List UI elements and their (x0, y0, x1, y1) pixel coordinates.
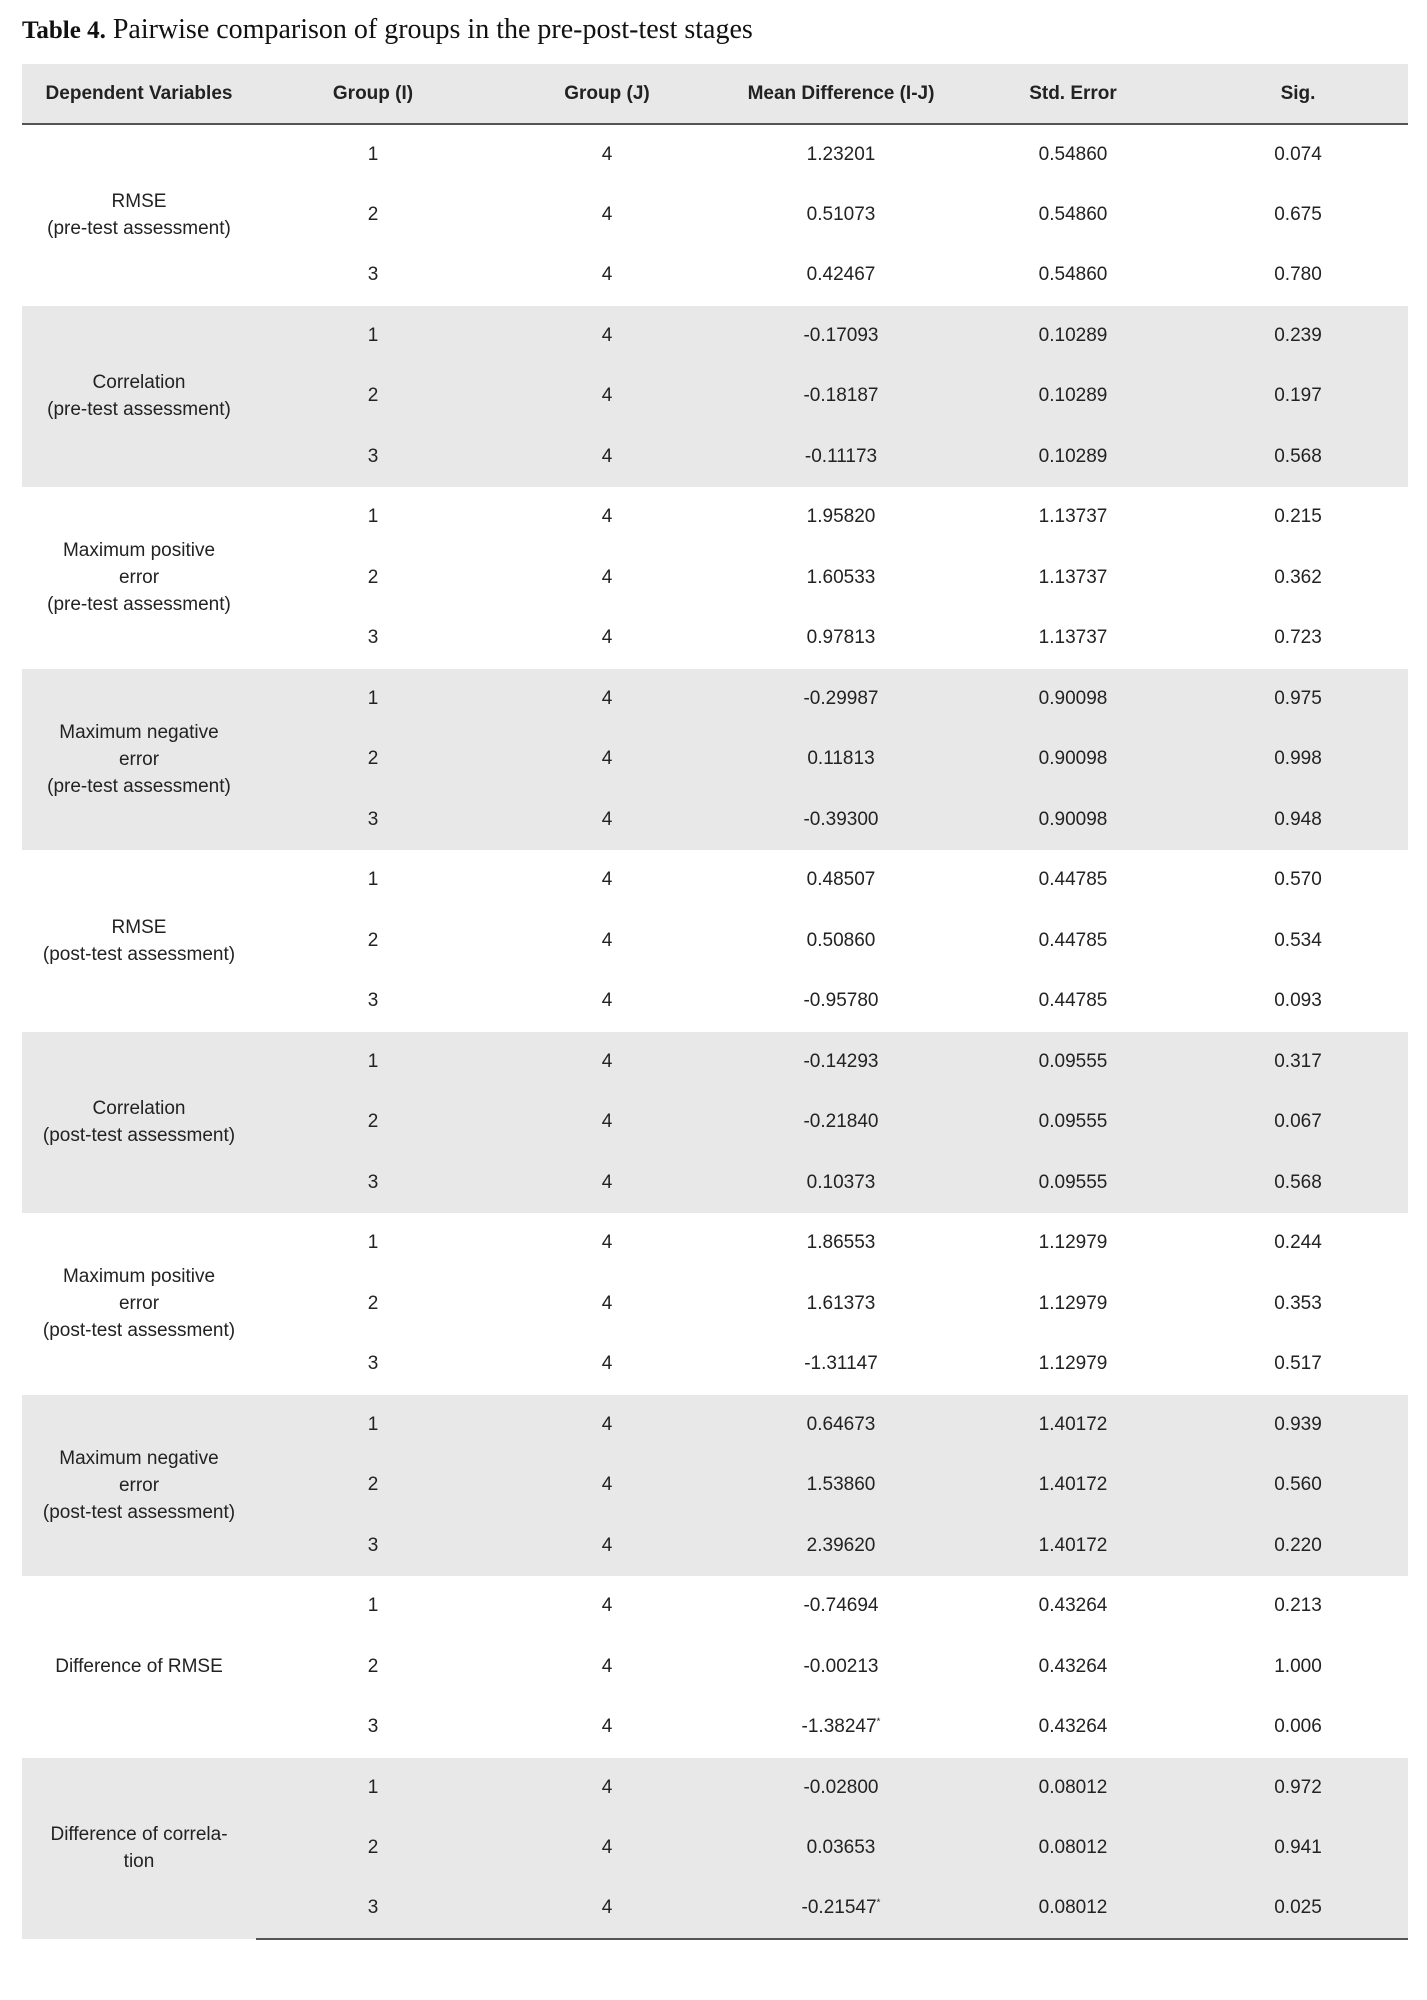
group-i-cell: 3 (256, 1516, 490, 1577)
group-i-cell: 3 (367, 264, 379, 286)
group-i-cell: 1 (367, 869, 379, 891)
dependent-variable-line: (pre-test assessment) (47, 775, 231, 797)
variable-block (22, 1758, 1408, 1940)
group-j-cell: 4 (490, 1092, 724, 1153)
variable-block (22, 306, 1408, 488)
mean-difference-cell (724, 1697, 958, 1758)
std-error-cell: 0.08012 (958, 1758, 1188, 1819)
mean-difference-value: 0.64673 (806, 1413, 876, 1435)
mean-difference-cell (724, 669, 958, 730)
group-j-cell: 4 (601, 1655, 613, 1677)
group-i-cell: 1 (256, 1758, 490, 1819)
dependent-variable-line: Correlation (92, 1098, 186, 1120)
std-error-cell: 1.40172 (958, 1516, 1188, 1577)
dependent-variable-line: (pre-test assessment) (47, 218, 231, 240)
std-error-cell: 0.44785 (1038, 869, 1108, 891)
mean-difference-cell (724, 1092, 958, 1153)
sig-cell: 0.568 (1188, 427, 1408, 488)
mean-difference-value: 1.86553 (806, 1232, 876, 1254)
std-error-cell: 1.12979 (1038, 1353, 1108, 1375)
std-error-cell: 0.08012 (958, 1879, 1188, 1940)
table-row (22, 306, 1408, 367)
group-i-cell: 2 (256, 729, 490, 790)
table-row (22, 1576, 1408, 1637)
std-error-cell: 0.90098 (958, 729, 1188, 790)
header-dependent-variables: Dependent Variables (22, 64, 256, 124)
mean-difference-cell (724, 1637, 958, 1698)
group-j-cell: 4 (490, 427, 724, 488)
mean-difference-cell (724, 1274, 958, 1335)
group-i-cell: 2 (367, 1292, 379, 1314)
table-caption (22, 14, 753, 46)
std-error-cell: 0.08012 (958, 1818, 1188, 1879)
sig-cell: 0.197 (1188, 366, 1408, 427)
sig-cell: 0.675 (1274, 203, 1322, 225)
group-j-cell: 4 (601, 566, 613, 588)
mean-difference-value: -0.74694 (803, 1595, 879, 1617)
sig-cell: 0.780 (1274, 264, 1322, 286)
group-i-cell: 2 (256, 1818, 490, 1879)
group-i-cell: 3 (256, 1153, 490, 1214)
dependent-variable-line: (post-test assessment) (42, 1501, 236, 1523)
mean-difference-cell (724, 1879, 958, 1940)
mean-difference-cell (724, 427, 958, 488)
mean-difference-value: 1.95820 (806, 506, 876, 528)
group-i-cell: 1 (256, 306, 490, 367)
dependent-variable-cell (22, 487, 256, 669)
group-j-cell: 4 (601, 929, 613, 951)
mean-difference-cell (724, 124, 958, 185)
mean-difference-value: -0.39300 (803, 808, 879, 830)
mean-difference-value: 2.39620 (806, 1534, 876, 1556)
group-j-cell: 4 (490, 1455, 724, 1516)
dependent-variable-cell (22, 669, 256, 851)
variable-block (22, 1032, 1408, 1214)
group-j-cell: 4 (601, 1595, 613, 1617)
group-j-cell: 4 (601, 1353, 613, 1375)
header-std-error: Std. Error (958, 64, 1188, 124)
std-error-cell: 1.40172 (958, 1395, 1188, 1456)
group-j-cell: 4 (490, 1032, 724, 1093)
dependent-variable-line: error (118, 567, 160, 589)
sig-cell: 0.317 (1188, 1032, 1408, 1093)
group-i-cell: 3 (367, 990, 379, 1012)
mean-difference-value: 1.61373 (806, 1292, 876, 1314)
mean-difference-cell (724, 790, 958, 851)
mean-difference-cell (724, 1395, 958, 1456)
sig-cell: 0.067 (1188, 1092, 1408, 1153)
std-error-cell: 0.44785 (1038, 990, 1108, 1012)
dependent-variable-line: RMSE (111, 191, 167, 213)
mean-difference-cell (724, 1576, 958, 1637)
mean-difference-cell (724, 366, 958, 427)
group-j-cell: 4 (601, 869, 613, 891)
std-error-cell: 1.12979 (1038, 1232, 1108, 1254)
mean-difference-cell (724, 306, 958, 367)
std-error-cell: 1.40172 (958, 1455, 1188, 1516)
table-row (22, 850, 1408, 911)
significance-marker: * (876, 1716, 881, 1728)
table-row (22, 1213, 1408, 1274)
sig-cell: 0.975 (1188, 669, 1408, 730)
mean-difference-value: -0.21840 (803, 1111, 879, 1133)
mean-difference-value: 0.42467 (806, 264, 876, 286)
sig-cell: 0.353 (1274, 1292, 1322, 1314)
group-j-cell: 4 (490, 1879, 724, 1940)
mean-difference-value: -0.11173 (804, 445, 878, 467)
significance-marker: * (876, 1897, 881, 1909)
group-j-cell: 4 (490, 1153, 724, 1214)
sig-cell: 0.215 (1274, 506, 1322, 528)
mean-difference-value: -0.29987 (803, 687, 879, 709)
group-j-cell: 4 (490, 1818, 724, 1879)
std-error-cell: 0.43264 (1038, 1716, 1108, 1738)
sig-cell: 0.220 (1188, 1516, 1408, 1577)
sig-cell: 0.025 (1188, 1879, 1408, 1940)
sig-cell: 0.939 (1188, 1395, 1408, 1456)
header-row (22, 64, 1408, 124)
group-i-cell: 1 (367, 143, 379, 165)
table-label: Table 4. (22, 17, 106, 44)
sig-cell: 0.074 (1274, 143, 1322, 165)
sig-cell: 0.560 (1188, 1455, 1408, 1516)
table-row (22, 1758, 1408, 1819)
variable-block (22, 124, 1408, 306)
group-j-cell: 4 (490, 790, 724, 851)
table-row (22, 1032, 1408, 1093)
group-i-cell: 1 (367, 506, 379, 528)
group-i-cell: 2 (367, 566, 379, 588)
group-j-cell: 4 (601, 143, 613, 165)
mean-difference-cell (724, 1032, 958, 1093)
dependent-variable-line: error (118, 748, 160, 770)
dependent-variable-line: (post-test assessment) (42, 1320, 236, 1342)
dependent-variable-line: error (118, 1293, 160, 1315)
std-error-cell: 0.10289 (958, 366, 1188, 427)
dependent-variable-line: Maximum positive (62, 540, 216, 562)
header-sig: Sig. (1188, 64, 1408, 124)
group-i-cell: 3 (367, 627, 379, 649)
mean-difference-value: 0.03653 (806, 1837, 876, 1859)
mean-difference-value: 1.60533 (806, 566, 876, 588)
dependent-variable-cell (22, 1213, 256, 1395)
dependent-variable-line: RMSE (111, 916, 167, 938)
mean-difference-cell (724, 608, 958, 669)
mean-difference-value: -1.31147 (804, 1353, 878, 1375)
sig-cell: 0.534 (1274, 929, 1322, 951)
std-error-cell: 0.90098 (958, 790, 1188, 851)
mean-difference-cell (724, 1818, 958, 1879)
group-j-cell: 4 (601, 1292, 613, 1314)
table-title: Pairwise comparison of groups in the pre-post-test stages (112, 14, 753, 45)
std-error-cell: 1.13737 (1038, 566, 1108, 588)
dependent-variable-line: (post-test assessment) (42, 943, 236, 965)
dependent-variable-cell (22, 850, 256, 1032)
std-error-cell: 0.90098 (958, 669, 1188, 730)
header-mean-difference: Mean Difference (I-J) (724, 64, 958, 124)
group-j-cell: 4 (490, 1516, 724, 1577)
sig-cell: 0.213 (1274, 1595, 1322, 1617)
dependent-variable-cell (22, 1576, 256, 1758)
std-error-cell: 0.54860 (1038, 143, 1108, 165)
mean-difference-cell (724, 911, 958, 972)
group-i-cell: 3 (256, 790, 490, 851)
group-i-cell: 1 (256, 1395, 490, 1456)
mean-difference-value: -0.00213 (803, 1655, 879, 1677)
dependent-variable-line: error (118, 1474, 160, 1496)
dependent-variable-line: Maximum negative (59, 1447, 219, 1469)
mean-difference-value: -1.38247 (801, 1716, 877, 1738)
group-i-cell: 2 (367, 203, 379, 225)
sig-cell: 0.972 (1188, 1758, 1408, 1819)
group-i-cell: 3 (256, 427, 490, 488)
dependent-variable-line: Maximum negative (59, 721, 219, 743)
sig-cell: 0.239 (1188, 306, 1408, 367)
mean-difference-value: -0.18187 (803, 385, 879, 407)
dependent-variable-cell (22, 306, 256, 488)
std-error-cell: 1.13737 (1038, 506, 1108, 528)
mean-difference-value: 0.11813 (807, 748, 875, 770)
std-error-cell: 0.43264 (1038, 1595, 1108, 1617)
dependent-variable-line: Difference of correla- (50, 1824, 228, 1846)
std-error-cell: 0.44785 (1038, 929, 1108, 951)
group-j-cell: 4 (601, 203, 613, 225)
std-error-cell: 0.09555 (958, 1092, 1188, 1153)
sig-cell: 0.568 (1188, 1153, 1408, 1214)
variable-block (22, 1213, 1408, 1395)
mean-difference-cell (724, 245, 958, 306)
mean-difference-cell (724, 548, 958, 609)
header-group-j: Group (J) (490, 64, 724, 124)
std-error-cell: 1.13737 (1038, 627, 1108, 649)
mean-difference-cell (724, 1334, 958, 1395)
dependent-variable-cell (22, 1395, 256, 1577)
dependent-variable-line: (post-test assessment) (42, 1125, 236, 1147)
group-j-cell: 4 (490, 366, 724, 427)
group-j-cell: 4 (601, 627, 613, 649)
dependent-variable-line: tion (123, 1851, 155, 1873)
sig-cell: 0.244 (1274, 1232, 1322, 1254)
group-j-cell: 4 (601, 1716, 613, 1738)
variable-block (22, 487, 1408, 669)
group-j-cell: 4 (490, 1758, 724, 1819)
group-i-cell: 2 (256, 366, 490, 427)
group-j-cell: 4 (601, 506, 613, 528)
group-j-cell: 4 (601, 990, 613, 1012)
mean-difference-value: 0.50860 (806, 929, 876, 951)
table-row (22, 124, 1408, 185)
dependent-variable-cell (22, 1758, 256, 1940)
sig-cell: 1.000 (1274, 1655, 1322, 1677)
sig-cell: 0.723 (1274, 627, 1322, 649)
std-error-cell: 1.12979 (1038, 1292, 1108, 1314)
variable-block (22, 669, 1408, 851)
mean-difference-value: 0.51073 (806, 203, 876, 225)
table-row (22, 487, 1408, 548)
mean-difference-value: -0.14293 (803, 1050, 879, 1072)
sig-cell: 0.362 (1274, 566, 1322, 588)
mean-difference-cell (724, 1758, 958, 1819)
mean-difference-value: 0.10373 (806, 1171, 876, 1193)
std-error-cell: 0.43264 (1038, 1655, 1108, 1677)
std-error-cell: 0.54860 (1038, 203, 1108, 225)
dependent-variable-cell (22, 1032, 256, 1214)
dependent-variable-line: Difference of RMSE (55, 1656, 223, 1678)
group-i-cell: 1 (256, 1032, 490, 1093)
variable-block (22, 1395, 1408, 1577)
mean-difference-cell (724, 850, 958, 911)
dependent-variable-line: (pre-test assessment) (47, 594, 231, 616)
mean-difference-cell (724, 1455, 958, 1516)
sig-cell: 0.948 (1188, 790, 1408, 851)
dependent-variable-line: Maximum positive (62, 1266, 216, 1288)
variable-block (22, 850, 1408, 1032)
header-group-i: Group (I) (256, 64, 490, 124)
group-j-cell: 4 (490, 669, 724, 730)
group-i-cell: 1 (256, 669, 490, 730)
mean-difference-cell (724, 185, 958, 246)
table-row (22, 1395, 1408, 1456)
group-j-cell: 4 (490, 306, 724, 367)
mean-difference-value: 0.97813 (806, 627, 876, 649)
dependent-variable-line: (pre-test assessment) (47, 399, 231, 421)
mean-difference-value: -0.95780 (803, 990, 879, 1012)
group-i-cell: 1 (367, 1595, 379, 1617)
mean-difference-cell (724, 1516, 958, 1577)
group-i-cell: 3 (256, 1879, 490, 1940)
table-header (22, 64, 1408, 124)
mean-difference-value: 1.23201 (806, 143, 876, 165)
std-error-cell: 0.09555 (958, 1032, 1188, 1093)
mean-difference-cell (724, 971, 958, 1032)
group-i-cell: 3 (367, 1716, 379, 1738)
dependent-variable-line: Correlation (92, 372, 186, 394)
mean-difference-value: -0.02800 (803, 1776, 879, 1798)
table-row (22, 669, 1408, 730)
group-j-cell: 4 (601, 264, 613, 286)
mean-difference-value: 0.48507 (806, 869, 876, 891)
sig-cell: 0.093 (1274, 990, 1322, 1012)
group-j-cell: 4 (601, 1232, 613, 1254)
std-error-cell: 0.54860 (1038, 264, 1108, 286)
group-j-cell: 4 (490, 729, 724, 790)
pairwise-comparison-table (22, 64, 1408, 1940)
group-i-cell: 3 (367, 1353, 379, 1375)
std-error-cell: 0.09555 (958, 1153, 1188, 1214)
mean-difference-cell (724, 729, 958, 790)
std-error-cell: 0.10289 (958, 427, 1188, 488)
group-j-cell: 4 (490, 1395, 724, 1456)
mean-difference-cell (724, 487, 958, 548)
variable-block (22, 1576, 1408, 1758)
mean-difference-cell (724, 1153, 958, 1214)
mean-difference-value: -0.21547 (801, 1897, 877, 1919)
group-i-cell: 2 (256, 1092, 490, 1153)
sig-cell: 0.517 (1274, 1353, 1322, 1375)
mean-difference-cell (724, 1213, 958, 1274)
dependent-variable-cell (22, 124, 256, 306)
group-i-cell: 2 (256, 1455, 490, 1516)
group-i-cell: 1 (367, 1232, 379, 1254)
sig-cell: 0.006 (1274, 1716, 1322, 1738)
group-i-cell: 2 (367, 929, 379, 951)
std-error-cell: 0.10289 (958, 306, 1188, 367)
mean-difference-value: -0.17093 (803, 324, 879, 346)
sig-cell: 0.941 (1188, 1818, 1408, 1879)
mean-difference-value: 1.53860 (806, 1474, 876, 1496)
sig-cell: 0.998 (1188, 729, 1408, 790)
group-i-cell: 2 (367, 1655, 379, 1677)
sig-cell: 0.570 (1274, 869, 1322, 891)
